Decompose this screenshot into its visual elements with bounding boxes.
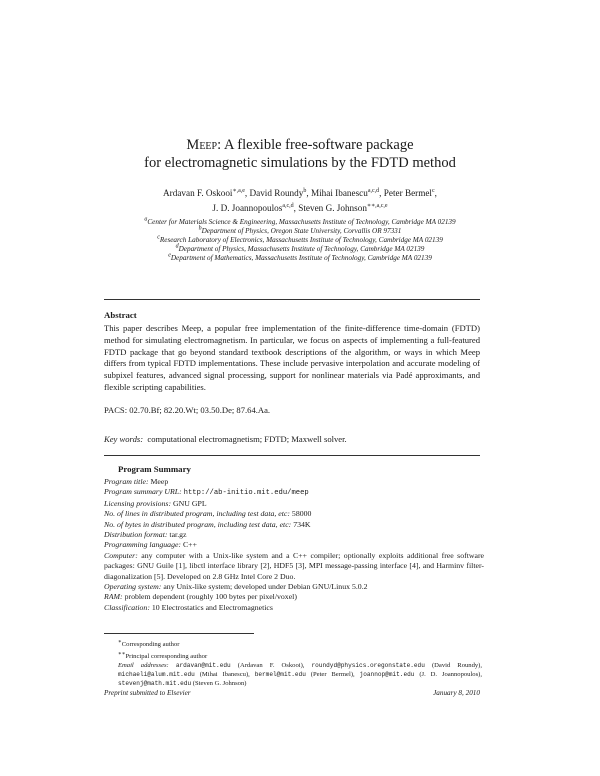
footnote-rule xyxy=(104,633,254,634)
author-name: Ardavan F. Oskooi xyxy=(163,188,233,198)
abstract-heading: Abstract xyxy=(104,310,137,320)
affiliation: $^b$Department of Physics, Oregon State University, Corvallis OR 97331 xyxy=(198,225,402,236)
program-summary xyxy=(104,477,484,613)
summary-row: RAM: problem dependent (roughly 100 bytes per pixel/voxel) xyxy=(104,592,297,602)
summary-row: Operating system: any Unix-like system; developed under Debian GNU/Linux 5.0.2 xyxy=(104,582,368,592)
summary-row: Licensing provisions: GNU GPL xyxy=(104,498,207,508)
summary-row: Program summary URL: http://ab-initio.mit.edu/meep xyxy=(104,487,309,498)
affiliation-list xyxy=(70,218,530,263)
keywords-text: computational electromagnetism; FDTD; Maxwell solver. xyxy=(147,434,347,444)
affiliation: $^c$Research Laboratory of Electronics, Massachusetts Institute of Technology, Cambridge MA 02139 xyxy=(157,234,443,245)
author-marks: ∗,a,e xyxy=(232,187,245,194)
author-list: Ardavan F. Oskooi$^{∗,a,e}$, David Roundy$^b$, Mihai Ibanescu$^{a,c,d}$, Peter Bermel$^c$, J. D. Joannopoulos$^{a,c,d}$, Steven G. Johnson$^{∗∗,a,c,e}$ xyxy=(163,187,437,213)
footnote-principal: ∗∗Principal corresponding author xyxy=(118,650,208,661)
summary-row: No. of lines in distributed program, including test data, etc: 58000 xyxy=(104,509,312,519)
footnotes xyxy=(104,638,482,688)
email-link[interactable]: michaeli@alum.mit.edu xyxy=(118,670,195,678)
affiliation: $^a$Center for Materials Science & Engineering, Massachusetts Institute of Technology, Cambridge MA 02139 xyxy=(144,216,456,226)
title-line2: for electromagnetic simulations by the FDTD method xyxy=(144,155,456,171)
email-link[interactable]: bermel@mit.edu xyxy=(254,670,306,678)
author-marks: c xyxy=(431,187,435,194)
author-name: Steven G. Johnson xyxy=(298,202,367,213)
author-name: J. D. Joannopoulos xyxy=(212,202,283,213)
footnote-corresponding: ∗Corresponding author xyxy=(118,639,180,649)
summary-row: Classification: 10 Electrostatics and Electromagnetics xyxy=(104,602,273,612)
program-summary-heading: Program Summary xyxy=(118,464,191,474)
author-marks: a,c,d xyxy=(282,202,294,209)
affiliation: $^d$Department of Physics, Massachusetts Institute of Technology, Cambridge MA 02139 xyxy=(175,243,425,254)
author-name: Mihai Ibanescu xyxy=(310,188,368,198)
summary-row: No. of bytes in distributed program, including test data, etc: 734K xyxy=(104,519,311,529)
keywords-label: Key words: xyxy=(104,434,144,444)
summary-row: Distribution format: tar.gz xyxy=(104,530,187,540)
author-name: Peter Bermel xyxy=(383,188,432,198)
paper-title xyxy=(0,136,600,172)
affiliation: $^e$Department of Mathematics, Massachusetts Institute of Technology, Cambridge MA 02139 xyxy=(168,252,432,263)
email-link[interactable]: joannop@mit.edu xyxy=(359,670,415,678)
email-link[interactable]: ardavan@mit.edu xyxy=(175,661,231,669)
author-marks: a,c,d xyxy=(367,187,380,194)
pacs-codes: PACS: 02.70.Bf; 82.20.Wt; 03.50.De; 87.64.Aa. xyxy=(104,405,271,415)
author-marks: ∗∗,a,c,e xyxy=(366,202,388,209)
abstract-bottom-rule xyxy=(104,455,480,456)
preprint-note: Preprint submitted to Elsevier xyxy=(104,689,191,697)
author-name: David Roundy xyxy=(249,188,304,198)
preprint-date: January 8, 2010 xyxy=(433,689,480,697)
title-line1: : A flexible free-software package xyxy=(217,137,414,153)
program-url: http://ab-initio.mit.edu/meep xyxy=(183,489,309,498)
summary-row: Programming language: C++ xyxy=(104,540,197,550)
abstract-text: This paper describes Meep, a popular free implementation of the finite-difference time-domain (FDTD) method for simulating electromagnetism. In particular, we focus on aspects of implementing a full-featured FDTD package that go beyond standard textbook descriptions of the algorithm, or ways in which Meep differs from typical FDTD implementations. These include pervasive interpolation and accurate modeling of subpixel features, advanced signal processing, support for nonlinear materials via Padé approximants, and flexible scripting capabilities. xyxy=(104,323,480,392)
summary-row: Program title: Meep xyxy=(104,477,169,486)
email-link[interactable]: stevenj@math.mit.edu xyxy=(118,679,192,687)
summary-row: Computer: any computer with a Unix-like system and a C++ compiler; optionally exploits additional free software packages: GNU Guile [1], libctl interface library [2], HDF5 [3], MPI message-passing interface [4], and Harminv filter-diagonalization [5]. Developed on 2.8 GHz Intel Core 2 Duo. xyxy=(104,550,485,581)
author-marks: b xyxy=(303,187,307,194)
abstract-top-rule xyxy=(104,299,480,300)
footnote-emails: Email addresses: ardavan@mit.edu (Ardavan F. Oskooi), roundyd@physics.oregonstate.edu (David Roundy), michaeli@alum.mit.edu (Mihai Ibanescu), bermel@mit.edu (Peter Bermel), joannop@mit.edu (J. D. Joannopoulos), stevenj@math.mit.edu (Steven G. Johnson) xyxy=(118,661,483,687)
keywords xyxy=(104,434,347,444)
email-link[interactable]: roundyd@physics.oregonstate.edu xyxy=(311,661,425,669)
title-program-name: Meep xyxy=(186,137,218,153)
